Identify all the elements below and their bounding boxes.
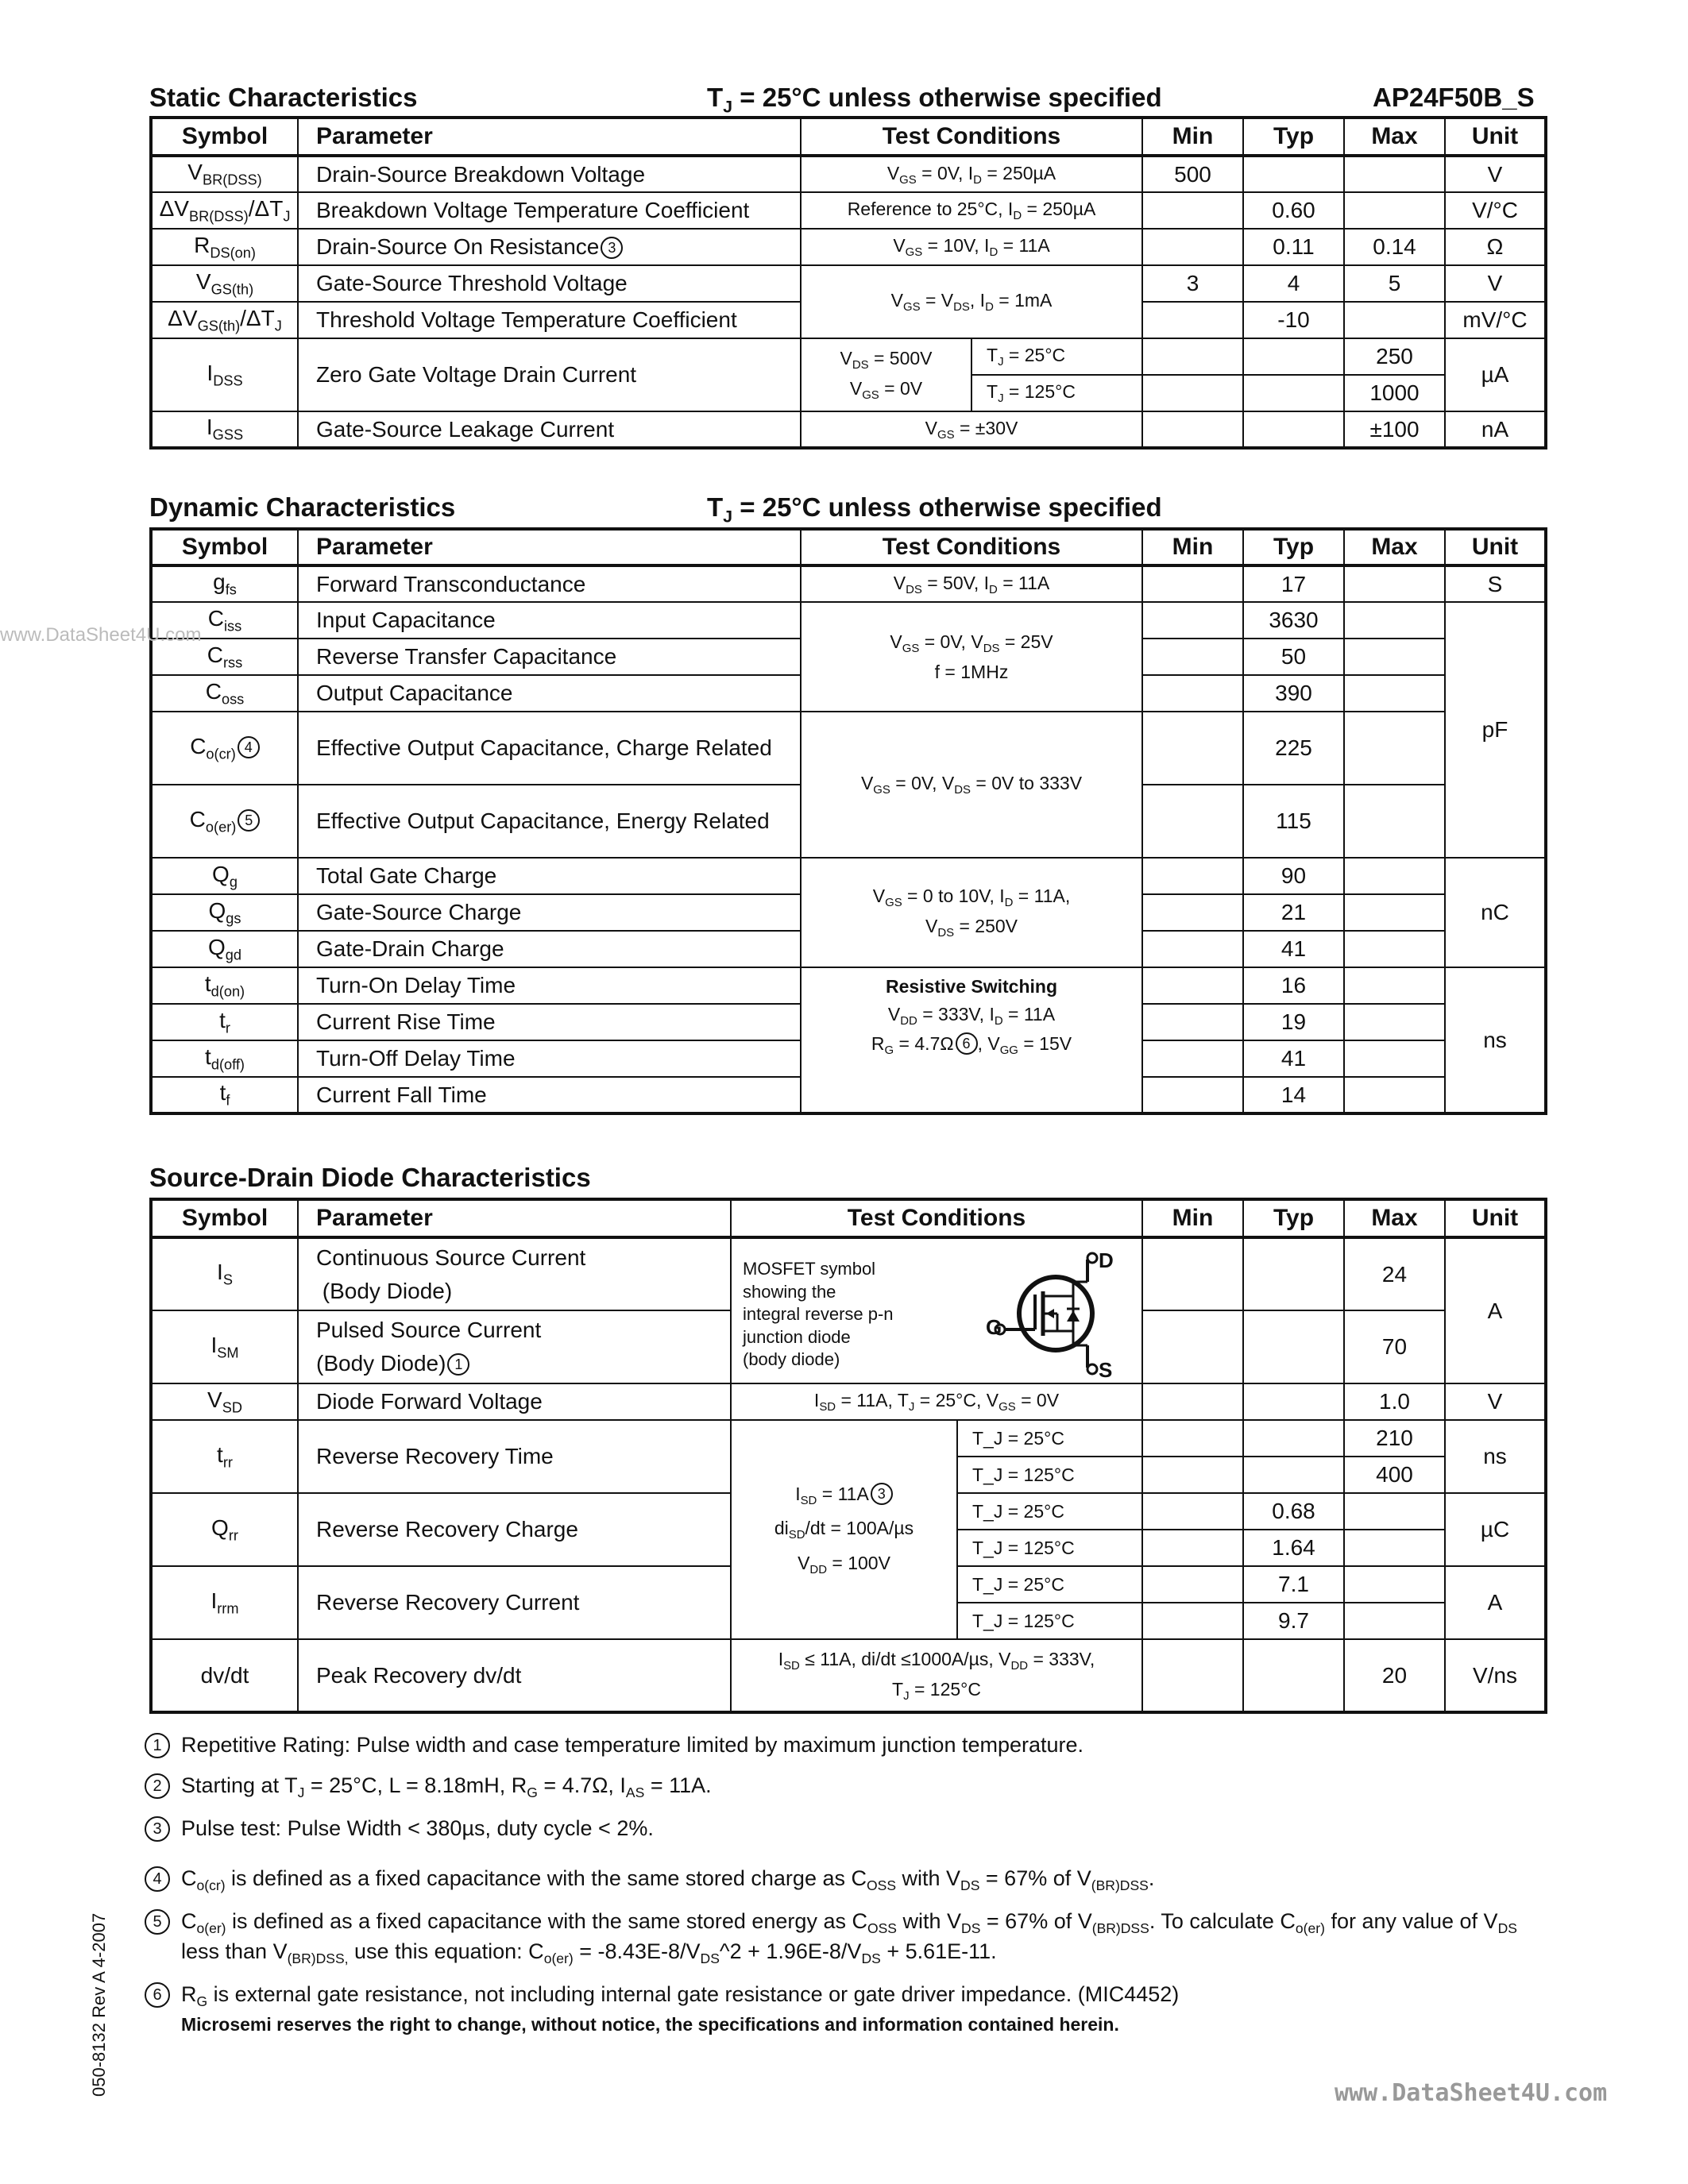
symbol-cell: $I_{SM}$ [151, 1310, 298, 1383]
table-row [151, 858, 1546, 894]
table-row [151, 265, 1546, 302]
param-cell: Input Capacitance [298, 602, 801, 639]
col-unit: Unit [1445, 118, 1546, 156]
max-cell: 0.14 [1344, 229, 1445, 265]
test-cell: $I_{SD} = 11A$, $T_J = 25^\circ C$, $V_{GS} = 0V$ [731, 1383, 1142, 1420]
table-row [151, 602, 1546, 639]
symbol-cell: $t_r$ [151, 1004, 298, 1040]
document-revision: 050-8132 Rev A 4-2007 [89, 1912, 109, 2097]
test-cell: Reference to 25°C, $I_D = 250\mu A$ [801, 192, 1142, 229]
test-cell: $V_{GS} = \pm 30V$ [801, 411, 1142, 448]
param-cell: Reverse Transfer Capacitance [298, 639, 801, 675]
col-symbol: Symbol [151, 118, 298, 156]
min-cell [1142, 411, 1243, 448]
note-1-number-icon: 1 [145, 1733, 170, 1758]
test-cell: Resistive Switching $V_{DD} = 333V$, $I_D = 11A$ $R_G = 4.7\Omega$ 6 , $V_{GG} = 15V$ [801, 967, 1142, 1113]
note-1: 1 Repetitive Rating: Pulse width and case temperature limited by maximum junction temperature. [145, 1731, 1551, 1759]
param-cell: Gate-Drain Charge [298, 931, 801, 967]
tj-cell: T_J = 125°C [957, 1530, 1142, 1566]
test-cell: $V_{DS} = 50V$, $I_D = 11A$ [801, 565, 1142, 602]
symbol-cell: $g_{fs}$ [151, 565, 298, 602]
table-row [151, 565, 1546, 602]
table-row [151, 1383, 1546, 1420]
col-min: Min [1142, 529, 1243, 565]
note-3-number-icon: 3 [145, 1816, 170, 1842]
unit-cell: V [1445, 1383, 1546, 1420]
max-cell: 24 [1344, 1237, 1445, 1310]
note-2: 2 Starting at $T_J = 25^\circ C$, L = 8.18mH, $R_G = 4.7\Omega$, $I_{AS} = 11A$. [145, 1772, 1551, 1802]
param-cell: Drain-Source Breakdown Voltage [298, 156, 801, 192]
table-row [151, 156, 1546, 192]
unit-cell: pF [1445, 602, 1546, 858]
symbol-cell: $R_{DS(on)}$ [151, 229, 298, 265]
test-cell: $V_{DS} = 500V$ $V_{GS} = 0V$ [801, 338, 971, 411]
unit-cell: nA [1445, 411, 1546, 448]
param-cell: Turn-On Delay Time [298, 967, 801, 1004]
note-3-ref-icon: 3 [871, 1483, 893, 1505]
watermark-left: www.DataSheet4U.com [0, 624, 202, 646]
note-6-ref-icon: 6 [956, 1032, 978, 1055]
dynamic-characteristics-table [149, 527, 1547, 1115]
col-typ: Typ [1243, 1199, 1344, 1237]
test-cell: $V_{GS} = V_{DS}$, $I_D = 1mA$ [801, 265, 1142, 338]
col-test-conditions: Test Conditions [801, 529, 1142, 565]
param-cell: Reverse Recovery Current [298, 1566, 731, 1639]
col-max: Max [1344, 1199, 1445, 1237]
max-cell: 1.0 [1344, 1383, 1445, 1420]
max-cell [1344, 192, 1445, 229]
static-section-title: Static Characteristics [149, 83, 418, 112]
symbol-cell: $I_S$ [151, 1237, 298, 1310]
tj-cell: T_J = 25°C [957, 1566, 1142, 1603]
col-test-conditions: Test Conditions [801, 118, 1142, 156]
symbol-cell: $\Delta V_{GS(th)}/\Delta T_J$ [151, 302, 298, 338]
table-row [151, 338, 1546, 375]
max-cell: 20 [1344, 1639, 1445, 1712]
symbol-cell: $V_{GS(th)}$ [151, 265, 298, 302]
static-condition-title: $T_J = 25^\circ C$ unless otherwise specified [707, 83, 1162, 117]
table-row [151, 1420, 1546, 1457]
pin-d-label: D [1099, 1248, 1114, 1272]
typ-cell: 225 [1243, 712, 1344, 785]
mosfet-symbol-cell [731, 1237, 1142, 1383]
unit-cell: V/ns [1445, 1639, 1546, 1712]
footnotes [145, 1731, 1551, 2024]
tj-cell: $T_J = 25^\circ C$ [971, 338, 1142, 375]
diode-section-title: Source-Drain Diode Characteristics [149, 1163, 591, 1192]
typ-cell: 19 [1243, 1004, 1344, 1040]
typ-cell: 14 [1243, 1077, 1344, 1113]
col-symbol: Symbol [151, 529, 298, 565]
typ-cell [1243, 411, 1344, 448]
table-row [151, 1639, 1546, 1712]
symbol-cell: $I_{rrm}$ [151, 1566, 298, 1639]
test-cell: $V_{GS} = 0V$, $I_D = 250\mu A$ [801, 156, 1142, 192]
tj-cell: T_J = 125°C [957, 1603, 1142, 1639]
symbol-cell: $I_{GSS}$ [151, 411, 298, 448]
col-symbol: Symbol [151, 1199, 298, 1237]
diode-characteristics-table [149, 1198, 1547, 1714]
part-number: AP24F50B_S [1373, 83, 1535, 112]
typ-cell: 41 [1243, 931, 1344, 967]
max-cell [1344, 156, 1445, 192]
unit-cell: µC [1445, 1493, 1546, 1566]
disclaimer: Microsemi reserves the right to change, without notice, the specifications and information contained herein. [181, 2014, 1119, 2035]
note-4-ref-icon: 4 [238, 736, 260, 758]
col-unit: Unit [1445, 1199, 1546, 1237]
unit-cell: Ω [1445, 229, 1546, 265]
symbol-cell: $V_{SD}$ [151, 1383, 298, 1420]
col-typ: Typ [1243, 118, 1344, 156]
param-cell: Reverse Recovery Time [298, 1420, 731, 1493]
tj-cell: T_J = 25°C [957, 1420, 1142, 1457]
max-cell: 400 [1344, 1457, 1445, 1493]
symbol-cell: $Q_{gs}$ [151, 894, 298, 931]
note-5: 5 $C_{o(er)}$ is defined as a fixed capacitance with the same stored energy as $C_{OSS}$ with $V_{DS} = 67\%$ of $V_{(BR)DSS}$. To calculate $C_{o(er)}$ for any value of $V_{DS}$ less than $V_{(BR)DSS,}$ use this equation: $C_{o(er)}$ = $-8.43E-8/V_{DS}\^{}2 + 1.96E-8/V_{DS} + 5.61E-11$. [145, 1908, 1551, 1968]
symbol-cell: $t_{d(off)}$ [151, 1040, 298, 1077]
table-row [151, 967, 1546, 1004]
param-cell: Gate-Source Charge [298, 894, 801, 931]
test-cell: $I_{SD} = 11A$ 3 $di_{SD}/dt = 100A/\mu s$ $V_{DD} = 100V$ [731, 1420, 957, 1639]
col-min: Min [1142, 1199, 1243, 1237]
typ-cell: 9.7 [1243, 1603, 1344, 1639]
note-5-number-icon: 5 [145, 1909, 170, 1935]
col-parameter: Parameter [298, 1199, 731, 1237]
tj-cell: $T_J = 125^\circ C$ [971, 375, 1142, 411]
note-4-number-icon: 4 [145, 1866, 170, 1892]
param-cell: Breakdown Voltage Temperature Coefficient [298, 192, 801, 229]
typ-cell: 16 [1243, 967, 1344, 1004]
table-row [151, 1237, 1546, 1310]
param-cell: Threshold Voltage Temperature Coefficient [298, 302, 801, 338]
param-cell: Continuous Source Current (Body Diode) [298, 1237, 731, 1310]
note-3-ref-icon: 3 [601, 237, 623, 259]
min-cell: 500 [1142, 156, 1243, 192]
min-cell [1142, 229, 1243, 265]
param-cell: Pulsed Source Current (Body Diode) 1 [298, 1310, 731, 1383]
test-cell: $V_{GS} = 0V$, $V_{DS} = 25V$ f = 1MHz [801, 602, 1142, 712]
tj-cell: T_J = 25°C [957, 1493, 1142, 1530]
symbol-cell: $C_{oss}$ [151, 675, 298, 712]
static-characteristics-table [149, 116, 1547, 450]
col-unit: Unit [1445, 529, 1546, 565]
note-4: 4 $C_{o(cr)}$ is defined as a fixed capacitance with the same stored charge as $C_{OSS}$ with $V_{DS} = 67\%$ of $V_{(BR)DSS}$. [145, 1865, 1551, 1895]
watermark-bottom: www.DataSheet4U.com [1335, 2079, 1608, 2107]
typ-cell: 90 [1243, 858, 1344, 894]
col-typ: Typ [1243, 529, 1344, 565]
param-cell: Total Gate Charge [298, 858, 801, 894]
typ-cell: 0.11 [1243, 229, 1344, 265]
col-test-conditions: Test Conditions [731, 1199, 1142, 1237]
param-cell: Effective Output Capacitance, Charge Related [298, 712, 801, 785]
symbol-cell: $\Delta V_{BR(DSS)}/\Delta T_J$ [151, 192, 298, 229]
param-cell: Turn-Off Delay Time [298, 1040, 801, 1077]
test-cell: $V_{GS} = 0$ to 10V, $I_D = 11A$, $V_{DS} = 250V$ [801, 858, 1142, 967]
typ-cell: 17 [1243, 565, 1344, 602]
typ-cell: 3630 [1243, 602, 1344, 639]
tj-cell: T_J = 125°C [957, 1457, 1142, 1493]
col-max: Max [1344, 529, 1445, 565]
unit-cell: A [1445, 1566, 1546, 1639]
col-parameter: Parameter [298, 529, 801, 565]
param-cell: Diode Forward Voltage [298, 1383, 731, 1420]
param-cell: Drain-Source On Resistance 3 [298, 229, 801, 265]
note-6-number-icon: 6 [145, 1982, 170, 2008]
note-1-ref-icon: 1 [447, 1353, 469, 1376]
max-cell: 5 [1344, 265, 1445, 302]
unit-cell: ns [1445, 967, 1546, 1113]
symbol-cell: $t_{d(on)}$ [151, 967, 298, 1004]
typ-cell: 0.60 [1243, 192, 1344, 229]
col-max: Max [1344, 118, 1445, 156]
param-cell: Current Rise Time [298, 1004, 801, 1040]
pin-s-label: S [1099, 1358, 1113, 1382]
note-3: 3 Pulse test: Pulse Width < 380µs, duty cycle < 2%. [145, 1815, 1551, 1843]
param-cell: Gate-Source Leakage Current [298, 411, 801, 448]
param-cell: Forward Transconductance [298, 565, 801, 602]
min-cell: 3 [1142, 265, 1243, 302]
typ-cell: 41 [1243, 1040, 1344, 1077]
note-5-ref-icon: 5 [238, 809, 260, 832]
typ-cell: 50 [1243, 639, 1344, 675]
unit-cell: µA [1445, 338, 1546, 411]
symbol-cell: $C_{rss}$ [151, 639, 298, 675]
max-cell: 70 [1344, 1310, 1445, 1383]
param-cell: Peak Recovery dv/dt [298, 1639, 731, 1712]
typ-cell [1243, 156, 1344, 192]
test-cell: $I_{SD} \le 11A$, di/dt ≤1000A/µs, $V_{DD} = 333V$, $T_J = 125^\circ C$ [731, 1639, 1142, 1712]
symbol-cell: $I_{DSS}$ [151, 338, 298, 411]
param-cell: Zero Gate Voltage Drain Current [298, 338, 801, 411]
symbol-cell: $C_{o(cr)}$ 4 [151, 712, 298, 785]
symbol-cell: $Q_{gd}$ [151, 931, 298, 967]
typ-cell: 4 [1243, 265, 1344, 302]
col-parameter: Parameter [298, 118, 801, 156]
param-cell: Reverse Recovery Charge [298, 1493, 731, 1566]
unit-cell: V [1445, 156, 1546, 192]
note-2-number-icon: 2 [145, 1773, 170, 1799]
unit-cell: nC [1445, 858, 1546, 967]
typ-cell: 390 [1243, 675, 1344, 712]
max-cell: 210 [1344, 1420, 1445, 1457]
param-cell: Current Fall Time [298, 1077, 801, 1113]
test-cell: $V_{GS} = 10V$, $I_D = 11A$ [801, 229, 1142, 265]
symbol-cell: $t_f$ [151, 1077, 298, 1113]
unit-cell: V [1445, 265, 1546, 302]
table-row [151, 712, 1546, 785]
min-cell [1142, 302, 1243, 338]
dynamic-section-title: Dynamic Characteristics [149, 492, 456, 522]
max-cell: 250 [1344, 338, 1445, 375]
symbol-cell: $V_{BR(DSS)}$ [151, 156, 298, 192]
symbol-cell: $C_{iss}$ [151, 602, 298, 639]
unit-cell: mV/°C [1445, 302, 1546, 338]
typ-cell: 0.68 [1243, 1493, 1344, 1530]
typ-cell: -10 [1243, 302, 1344, 338]
test-cell: $V_{GS} = 0V$, $V_{DS} = 0V$ to 333V [801, 712, 1142, 858]
table-row [151, 192, 1546, 229]
col-min: Min [1142, 118, 1243, 156]
note-6: 6 $R_G$ is external gate resistance, not including internal gate resistance or gate driver impedance. (MIC4452) [145, 1981, 1551, 2011]
unit-cell: ns [1445, 1420, 1546, 1493]
param-cell: Output Capacitance [298, 675, 801, 712]
param-cell: Gate-Source Threshold Voltage [298, 265, 801, 302]
max-cell: ±100 [1344, 411, 1445, 448]
pin-g-label: G [986, 1315, 1002, 1339]
mosfet-caption: MOSFET symbol showing the integral reverse p-n junction diode (body diode) [743, 1259, 894, 1370]
max-cell: 1000 [1344, 375, 1445, 411]
symbol-cell: $Q_g$ [151, 858, 298, 894]
min-cell [1142, 192, 1243, 229]
param-cell: Effective Output Capacitance, Energy Related [298, 785, 801, 858]
unit-cell: S [1445, 565, 1546, 602]
symbol-cell: $Q_{rr}$ [151, 1493, 298, 1566]
typ-cell: 1.64 [1243, 1530, 1344, 1566]
unit-cell: V/°C [1445, 192, 1546, 229]
symbol-cell: $C_{o(er)}$ 5 [151, 785, 298, 858]
max-cell [1344, 302, 1445, 338]
table-row [151, 229, 1546, 265]
typ-cell: 115 [1243, 785, 1344, 858]
typ-cell: 7.1 [1243, 1566, 1344, 1603]
symbol-cell: $t_{rr}$ [151, 1420, 298, 1493]
table-row [151, 411, 1546, 448]
symbol-cell: dv/dt [151, 1639, 298, 1712]
typ-cell: 21 [1243, 894, 1344, 931]
unit-cell: A [1445, 1237, 1546, 1383]
dynamic-condition-title: $T_J = 25^\circ C$ unless otherwise specified [707, 492, 1162, 527]
